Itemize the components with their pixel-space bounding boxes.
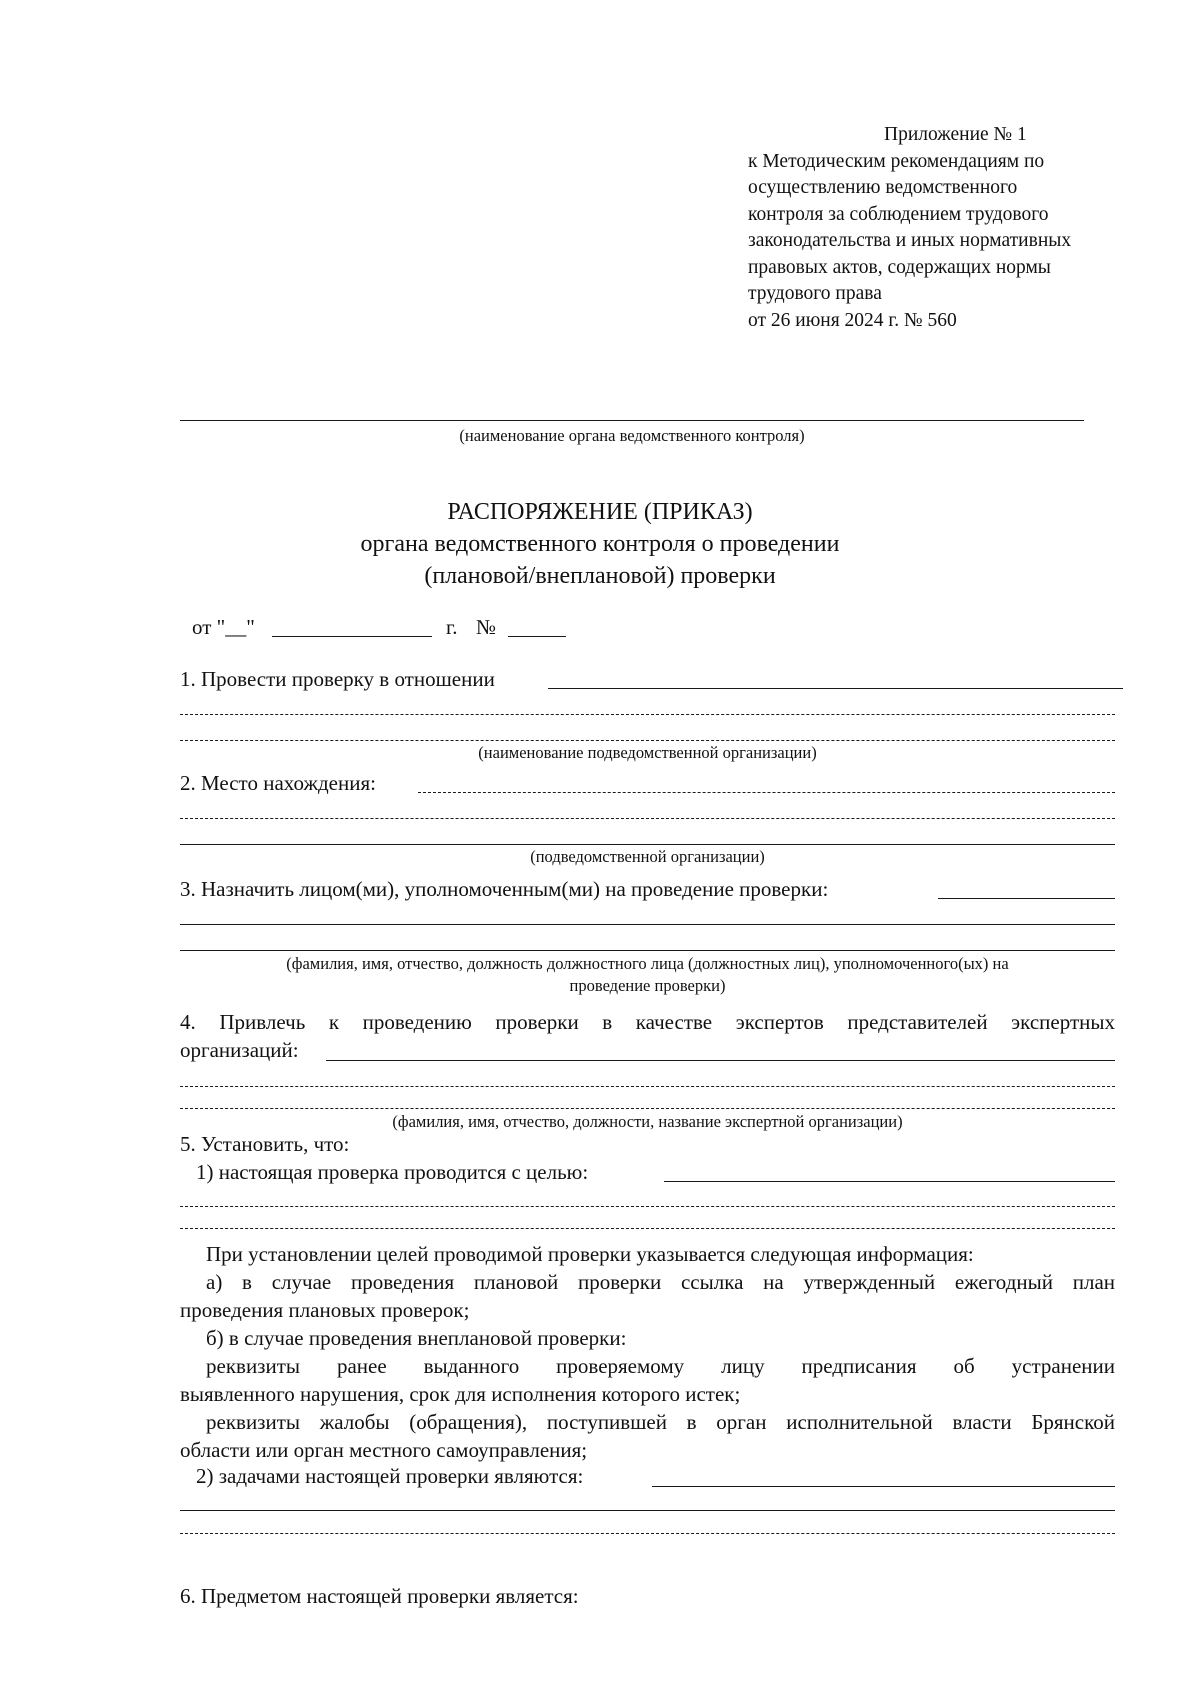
date-from-label: от "__"	[192, 615, 255, 639]
item-1-field[interactable]	[180, 714, 1115, 715]
experts-caption: (фамилия, имя, отчество, должности, название экспертной организации)	[392, 1112, 903, 1131]
goals-a: а) в случае проведения плановой проверки ссылка на утвержденный ежегодный план	[206, 1270, 1115, 1294]
control-body-field[interactable]	[180, 420, 1084, 421]
annex-header	[748, 122, 1148, 334]
item-1-field[interactable]	[548, 688, 1123, 689]
date-year-label: г.	[446, 615, 458, 639]
goals-b1: реквизиты ранее выданного проверяемому лицу предписания об устранении	[206, 1354, 1115, 1378]
item-4-field[interactable]	[326, 1060, 1115, 1061]
item-6-label: 6. Предметом настоящей проверки является:	[180, 1584, 579, 1608]
inspectors-caption: (фамилия, имя, отчество, должность должностного лица (должностных лиц), уполномоченного(ых) на	[286, 954, 1009, 973]
subordinate-org-caption: (подведомственной организации)	[530, 847, 765, 866]
item-4-label: 4. Привлечь к проведению проверки в качестве экспертов представителей экспертных	[180, 1010, 1115, 1034]
date-month-field[interactable]	[272, 636, 432, 637]
goals-b: б) в случае проведения внеплановой проверки:	[206, 1326, 627, 1350]
item-5-1-field[interactable]	[664, 1181, 1115, 1182]
goals-b2: реквизиты жалобы (обращения), поступившей в орган исполнительной власти Брянской	[206, 1410, 1115, 1434]
annex-date: от 26 июня 2024 г. № 560	[748, 309, 957, 331]
item-3-label: 3. Назначить лицом(ми), уполномоченным(ми) на проведение проверки:	[180, 877, 829, 901]
item-2-field[interactable]	[418, 792, 1115, 793]
order-number-label: №	[476, 615, 497, 639]
item-3-field[interactable]	[180, 950, 1115, 951]
annex-line: контроля за соблюдением трудового	[748, 203, 1049, 225]
annex-line: законодательства и иных нормативных	[748, 230, 1072, 251]
document-subtitle: органа ведомственного контроля о проведении	[360, 531, 840, 557]
control-body-caption: (наименование органа ведомственного контроля)	[459, 426, 805, 445]
subordinate-org-name-caption: (наименование подведомственной организации)	[478, 743, 817, 762]
item-1-field[interactable]	[180, 740, 1115, 741]
annex-number: Приложение № 1	[884, 124, 1027, 145]
annex-line: осуществлению ведомственного	[748, 177, 1018, 198]
item-2-field[interactable]	[180, 844, 1115, 845]
document-subtitle: (плановой/внеплановой) проверки	[424, 563, 776, 589]
item-4-field[interactable]	[180, 1086, 1115, 1087]
order-number-field[interactable]	[508, 636, 566, 637]
goals-intro: При установлении целей проводимой проверки указывается следующая информация:	[206, 1242, 974, 1266]
goals-b2: области или орган местного самоуправления;	[180, 1438, 588, 1462]
item-5-1-label: 1) настоящая проверка проводится с целью:	[196, 1160, 589, 1184]
item-5-2-field[interactable]	[180, 1533, 1115, 1534]
document-title: РАСПОРЯЖЕНИЕ (ПРИКАЗ)	[447, 499, 753, 525]
item-2-label: 2. Место нахождения:	[180, 771, 376, 795]
item-1-label: 1. Провести проверку в отношении	[180, 667, 495, 691]
item-5-1-field[interactable]	[180, 1228, 1115, 1229]
item-2-field[interactable]	[180, 818, 1115, 819]
inspectors-caption: проведение проверки)	[569, 976, 726, 995]
item-5-label: 5. Установить, что:	[180, 1132, 350, 1156]
annex-line: к Методическим рекомендациям по	[748, 150, 1045, 172]
item-3-field[interactable]	[938, 898, 1115, 899]
item-3-field[interactable]	[180, 924, 1115, 925]
annex-line: трудового права	[748, 283, 882, 304]
item-5-2-label: 2) задачами настоящей проверки являются:	[196, 1464, 584, 1488]
annex-line: правовых актов, содержащих нормы	[748, 256, 1051, 278]
item-4-field[interactable]	[180, 1108, 1115, 1109]
goals-b1: выявленного нарушения, срок для исполнения которого истек;	[180, 1382, 741, 1406]
item-5-1-field[interactable]	[180, 1206, 1115, 1207]
item-4-label: организаций:	[180, 1038, 299, 1062]
item-5-2-field[interactable]	[180, 1510, 1115, 1511]
goals-a: проведения плановых проверок;	[180, 1298, 470, 1322]
item-5-2-field[interactable]	[652, 1486, 1115, 1487]
